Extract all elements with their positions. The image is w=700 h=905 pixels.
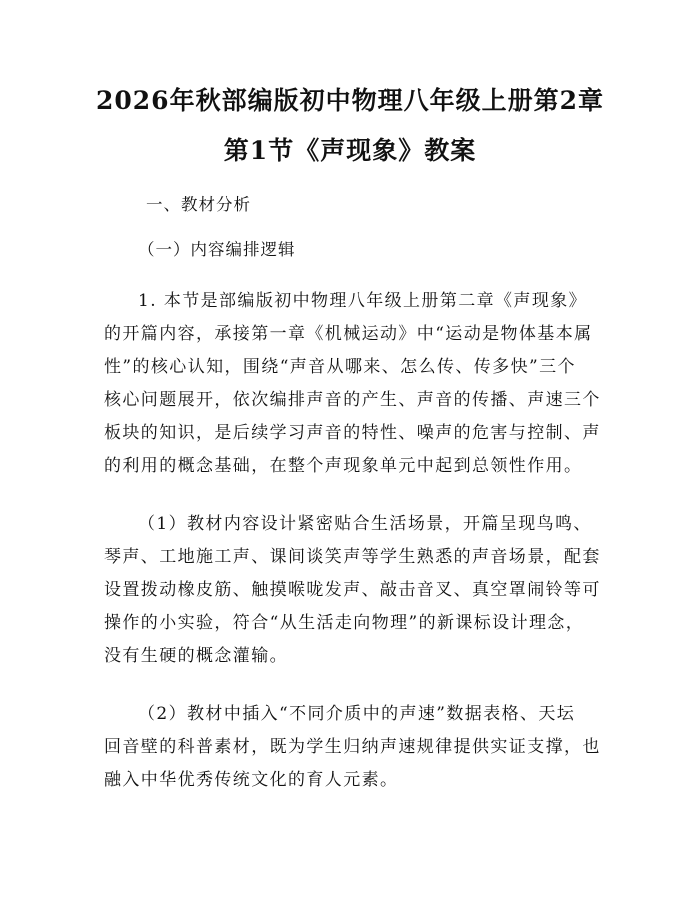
subsection-heading: （一）内容编排逻辑: [138, 240, 296, 259]
paragraph-1: [104, 285, 604, 483]
paragraph-line: 没有生硬的概念灌输。: [104, 646, 288, 666]
section-heading: 一、教材分析: [146, 195, 251, 214]
paragraph-2: [104, 508, 604, 673]
document-title-line-1: 2026年秋部编版初中物理八年级上册第2章: [96, 86, 604, 115]
paragraph-line: （2）教材中插入“不同介质中的声速”数据表格、天坛: [138, 704, 576, 724]
paragraph-3: [104, 698, 604, 797]
paragraph-line: 融入中华优秀传统文化的育人元素。: [104, 770, 399, 790]
paragraph-line: 操作的小实验，符合“从生活走向物理”的新课标设计理念，: [104, 613, 585, 633]
paragraph-line: 设置拨动橡皮筋、触摸喉咙发声、敲击音叉、真空罩闹铃等可: [104, 580, 601, 600]
paragraph-line: 性”的核心认知，围绕“声音从哪来、怎么传、传多快”三个: [104, 357, 576, 377]
paragraph-line: 的开篇内容，承接第一章《机械运动》中“运动是物体基本属: [104, 324, 593, 344]
paragraph-line: （1）教材内容设计紧密贴合生活场景，开篇呈现鸟鸣、: [138, 514, 592, 534]
paragraph-line: 的利用的概念基础，在整个声现象单元中起到总领性作用。: [104, 456, 583, 476]
paragraph-line: 板块的知识，是后续学习声音的特性、噪声的危害与控制、声: [104, 423, 601, 443]
paragraph-line: 琴声、工地施工声、课间谈笑声等学生熟悉的声音场景，配套: [104, 547, 601, 567]
document-title-line-2: 第1节《声现象》教案: [223, 136, 477, 165]
paragraph-line: 回音壁的科普素材，既为学生归纳声速规律提供实证支撑，也: [104, 737, 601, 757]
paragraph-line: 1. 本节是部编版初中物理八年级上册第二章《声现象》: [138, 291, 588, 311]
paragraph-line: 核心问题展开，依次编排声音的产生、声音的传播、声速三个: [104, 390, 601, 410]
